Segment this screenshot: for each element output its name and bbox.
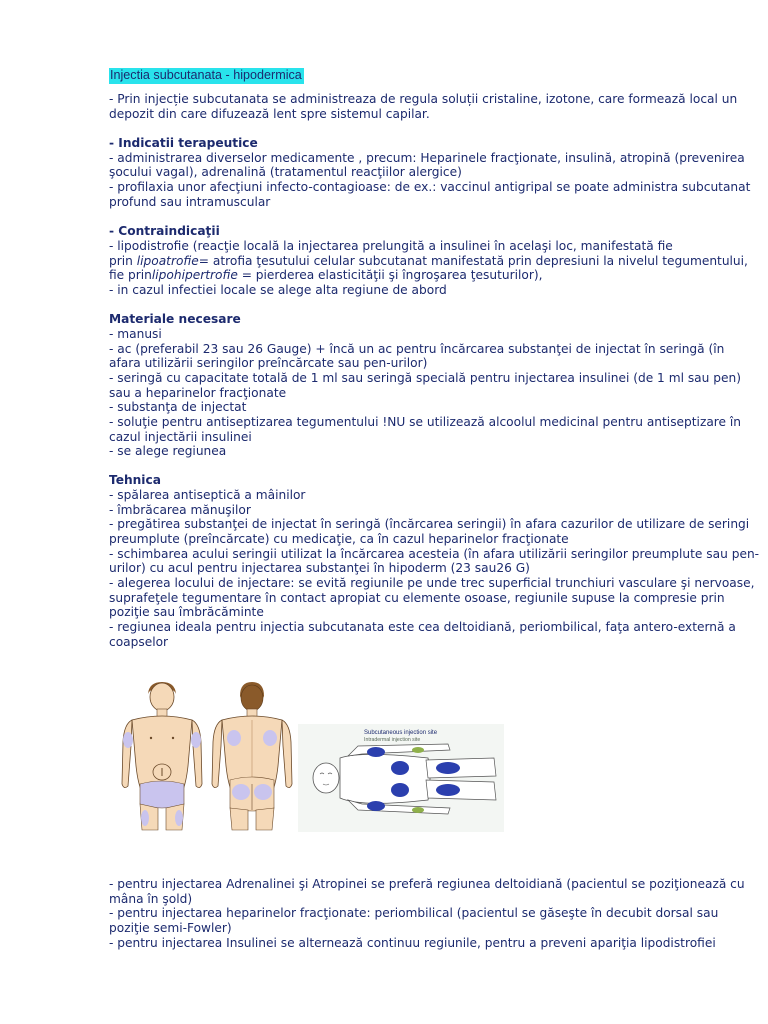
term-lipohipertrofie: lipohipertrofie	[151, 268, 238, 282]
contraindicatii-line	[109, 254, 748, 269]
contraindicatii-line: - lipodistrofie (reacţie locală la injectarea prelungită a insulinei în acelaşi loc, manifestată fie	[109, 239, 673, 253]
materiale-line: - ac (preferabil 23 sau 26 Gauge) + încă un ac pentru încărcarea substanţei de injectat în seringă (în	[109, 342, 725, 356]
tehnica-line: poziţie sau îmbrăcăminte	[109, 605, 264, 619]
tehnica-line: - spălarea antiseptică a mâinilor	[109, 488, 306, 502]
contraindicatii-text: = pierderea elasticităţii şi îngroşarea ţesuturilor),	[237, 268, 543, 282]
contraindicatii-text: fie prin	[109, 268, 152, 282]
section-heading-contraindicatii: - Contraindicaţii	[109, 224, 220, 238]
tehnica-line: - regiunea ideala pentru injectia subcutanata este cea deltoidiană, periombilical, faţa antero-externă a	[109, 620, 736, 634]
body-front-figure	[118, 680, 206, 832]
tehnica-line: - îmbrăcarea mănuşilor	[109, 503, 251, 517]
materiale-line: sau a heparinelor fracţionate	[109, 386, 287, 400]
tehnica-line: preumplute (preîncărcate) cu medicaţie, ca în cazul heparinelor fracţionate	[109, 532, 569, 546]
tehnica-line: - pregătirea substanţei de injectat în seringă (încărcarea seringii) în afara cazurilor de utilizare de seringi	[109, 517, 750, 531]
contraindicatii-line	[109, 268, 542, 283]
contraindicatii-text: prin	[109, 254, 137, 268]
intro-line: depozit din care difuzează lent spre sistemul capilar.	[109, 107, 430, 121]
section-heading-tehnica: Tehnica	[109, 473, 161, 487]
contraindicatii-text: = atrofia ţesutului celular subcutanat manifestată prin depresiuni la nivelul tegumentului,	[198, 254, 748, 268]
intradermal-label: Intradermal injection site	[364, 737, 421, 743]
indicatii-line: şocului vagal), adrenalină (tratamentul reacţiilor alergice)	[109, 165, 462, 179]
note-line: poziţie semi-Fowler)	[109, 921, 232, 935]
indicatii-line: - profilaxia unor afecţiuni infecto-contagioase: de ex.: vaccinul antigripal se poate administra subcutanat	[109, 180, 751, 194]
note-line: mâna în şold)	[109, 892, 193, 906]
materiale-line: - seringă cu capacitate totală de 1 ml sau seringă specială pentru injectarea insulinei (de 1 ml sau pen)	[109, 371, 741, 385]
tehnica-line: coapselor	[109, 635, 169, 649]
tehnica-line: - schimbarea acului seringii utilizat la încărcarea acesteia (în afara utilizării seringilor preumplute sau pen-	[109, 547, 760, 561]
injection-site-diagram	[298, 724, 504, 832]
tehnica-line: - alegerea locului de injectare: se evită regiunile pe unde trec superficial trunchiuri vasculare şi nervoase,	[109, 576, 755, 590]
contraindicatii-line: - in cazul infectiei locale se alege alta regiune de abord	[109, 283, 447, 297]
note-line: - pentru injectarea heparinelor fracţionate: periombilical (pacientul se găseşte în decubit dorsal sau	[109, 906, 719, 920]
tehnica-line: suprafeţele tegumentare în contact apropiat cu elemente osoase, regiunile supuse la compresie prin	[109, 591, 725, 605]
section-heading-indicatii: - Indicatii terapeutice	[109, 136, 258, 150]
document-title: Injectia subcutanata - hipodermica	[110, 68, 302, 82]
materiale-line: - substanţa de injectat	[109, 400, 247, 414]
materiale-line: cazul injectării insulinei	[109, 430, 252, 444]
materiale-line: - se alege regiunea	[109, 444, 227, 458]
materiale-line: - manusi	[109, 327, 162, 341]
materiale-line: - soluţie pentru antiseptizarea tegumentului !NU se utilizează alcoolul medicinal pentru antiseptizare în	[109, 415, 742, 429]
tehnica-line: urilor) cu acul pentru injectarea substanţei în hipoderm (23 sau26 G)	[109, 561, 530, 575]
note-line: - pentru injectarea Adrenalinei şi Atropinei se preferă regiunea deltoidiană (pacientul se poziţionează cu	[109, 877, 745, 891]
section-heading-materiale: Materiale necesare	[109, 312, 241, 326]
subcutaneous-label: Subcutaneous injection site	[364, 730, 438, 736]
indicatii-line: - administrarea diverselor medicamente , precum: Heparinele fracţionate, insulină, atropină (prevenirea	[109, 151, 745, 165]
intro-line: - Prin injecție subcutanata se administreaza de regula soluții cristaline, izotone, care formează local un	[109, 92, 738, 106]
term-lipoatrofie: lipoatrofie	[136, 254, 199, 268]
indicatii-line: profund sau intramuscular	[109, 195, 271, 209]
note-line: - pentru injectarea Insulinei se alternează continuu regiunile, pentru a preveni apariţia lipodistrofiei	[109, 936, 716, 950]
body-back-figure	[208, 680, 296, 832]
materiale-line: afara utilizării seringilor preîncărcate sau pen-urilor)	[109, 356, 428, 370]
